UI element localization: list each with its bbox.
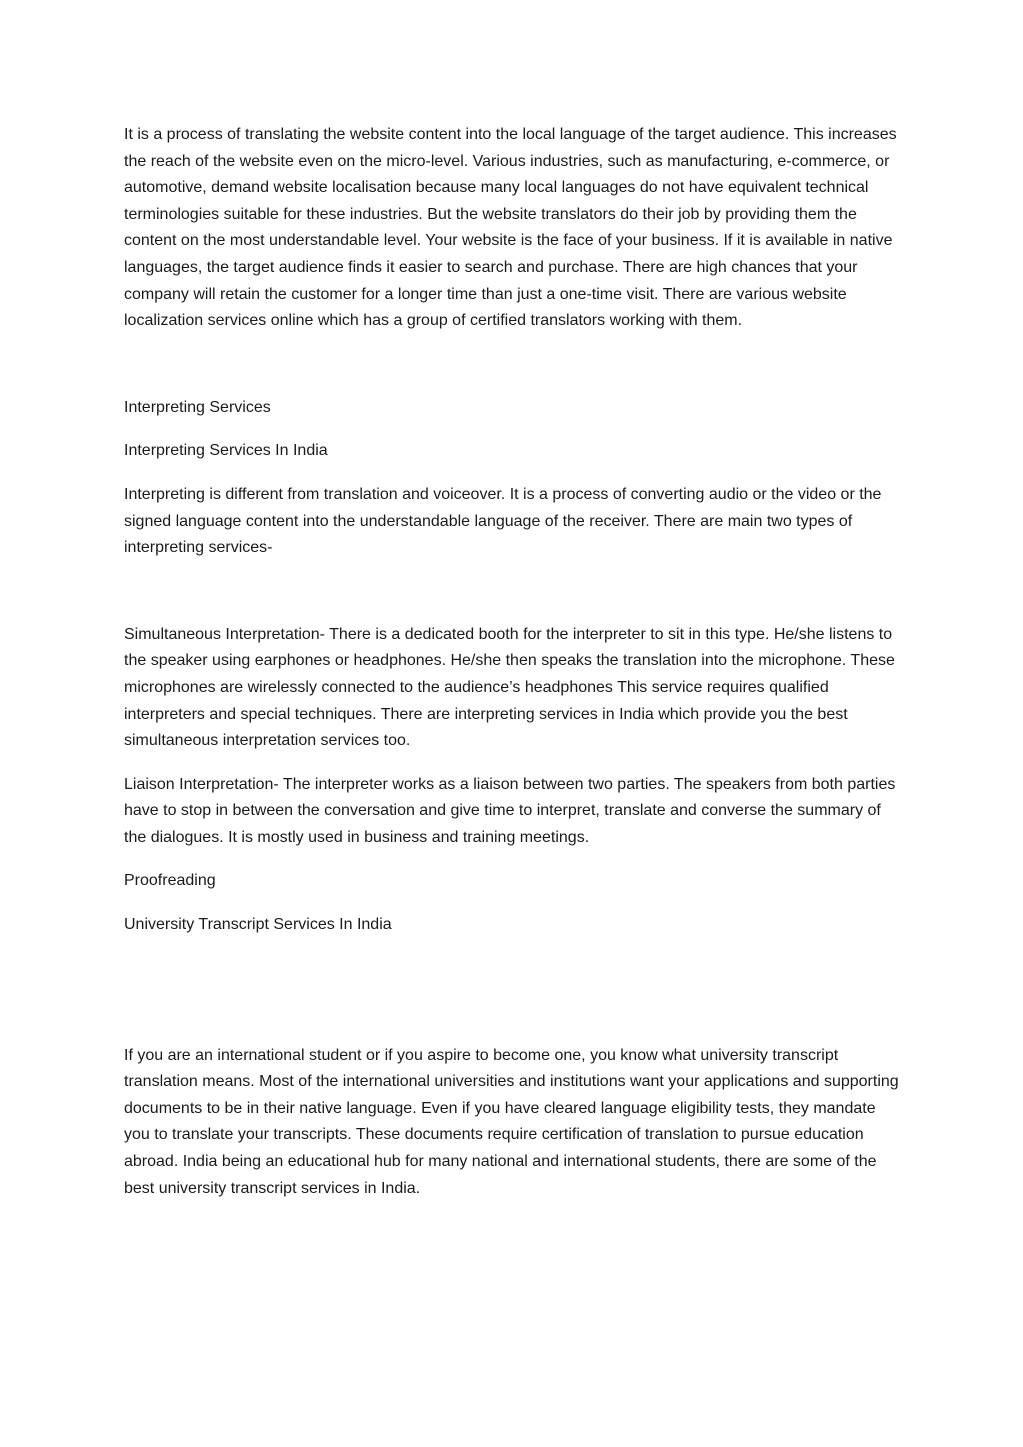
- heading-proofreading: Proofreading: [124, 872, 216, 890]
- document-body: [124, 122, 904, 1202]
- paragraph-university-transcript: If you are an international student or if you aspire to become one, you know what university transcript translation means. Most of the international universities and institutions want your applications and supporting documents to be in their native language. Even if you have cleared language eligibility tests, they mandate you to translate your transcripts. These documents require certification of translation to pursue education abroad. India being an educational hub for many national and international students, there are some of the best university transcript services in India.: [124, 1046, 899, 1197]
- paragraph-liaison-interpretation: Liaison Interpretation- The interpreter works as a liaison between two parties. The speakers from both parties have to stop in between the conversation and give time to interpret, translate and converse the summary of the dialogues. It is mostly used in business and training meetings.: [124, 775, 896, 846]
- heading-interpreting-services-india: Interpreting Services In India: [124, 442, 328, 460]
- heading-university-transcript-services: University Transcript Services In India: [124, 916, 392, 934]
- paragraph-interpreting-intro: Interpreting is different from translation and voiceover. It is a process of converting audio or the video or the signed language content into the understandable language of the receiver. There are main two types of interpreting services-: [124, 485, 882, 557]
- heading-interpreting-services: Interpreting Services: [124, 398, 271, 416]
- paragraph-website-localisation: It is a process of translating the website content into the local language of the target audience. This increases the reach of the website even on the micro-level. Various industries, such as manufacturing, e-commerce, or automotive, demand website localisation because many local languages do not have equivalent technical terminologies suitable for these industries. But the website translators do their job by providing them the content on the most understandable level. Your website is the face of your business. If it is available in native languages, the target audience finds it easier to search and purchase. There are high chances that your company will retain the customer for a longer time than just a one-time visit. There are various website localization services online which has a group of certified translators working with them.: [124, 126, 897, 330]
- paragraph-simultaneous-interpretation: Simultaneous Interpretation- There is a dedicated booth for the interpreter to sit in this type. He/she listens to the speaker using earphones or headphones. He/she then speaks the translation into the microphone. These microphones are wirelessly connected to the audience’s headphones This service requires qualified interpreters and special techniques. There are interpreting services in India which provide you the best simultaneous interpretation services too.: [124, 625, 895, 750]
